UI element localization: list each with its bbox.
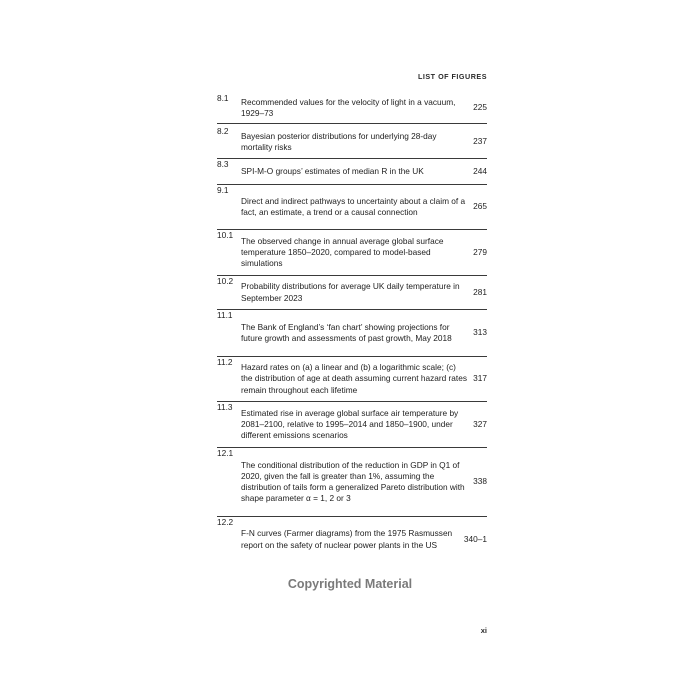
figure-entry-10-1 — [217, 230, 487, 276]
figure-number: 8.2 — [217, 126, 229, 136]
figure-page: 237 — [473, 136, 487, 147]
figure-page: 265 — [473, 201, 487, 212]
running-head: LIST OF FIGURES — [418, 72, 487, 81]
figure-title: The Bank of England’s ‘fan chart’ showing projections for future growth and assessments of past growth, May 2018 — [241, 321, 452, 343]
figure-page: 279 — [473, 246, 487, 257]
figure-title: Estimated rise in average global surface air temperature by 2081–2100, relative to 1995–2014 and 1850–1900, under different emissions scenarios — [241, 407, 459, 441]
figure-number: 10.1 — [217, 230, 234, 240]
figure-list — [217, 93, 487, 562]
figure-number: 11.2 — [217, 357, 233, 367]
figure-number: 11.3 — [217, 402, 233, 412]
figure-title: Recommended values for the velocity of light in a vacuum, 1929–73 — [241, 96, 456, 118]
figure-number: 8.3 — [217, 159, 229, 169]
figure-title: Hazard rates on (a) a linear and (b) a logarithmic scale; (c) the distribution of age at death assuming current hazard rates remain throughout each lifetime — [241, 362, 467, 395]
figure-page: 281 — [473, 286, 487, 297]
figure-title: Bayesian posterior distributions for underlying 28-day mortality risks — [241, 130, 437, 152]
figure-page: 338 — [473, 476, 487, 487]
figure-page: 244 — [473, 165, 487, 176]
figure-title: Direct and indirect pathways to uncertainty about a claim of a fact, an estimate, a trend or a causal connection — [241, 195, 466, 217]
figure-entry-11-1 — [217, 310, 487, 357]
figure-entry-10-2 — [217, 276, 487, 310]
figure-number: 8.1 — [217, 93, 229, 103]
figure-title: The conditional distribution of the reduction in GDP in Q1 of 2020, given the fall is greater than 1%, assuming the distribution of tails form a generalized Pareto distribution with shape parameter α = 1, 2 or 3 — [241, 459, 465, 504]
figure-entry-8-2 — [217, 124, 487, 159]
figure-number: 12.2 — [217, 517, 234, 527]
figure-page: 313 — [473, 327, 487, 338]
figure-entry-8-3 — [217, 159, 487, 185]
figure-entry-11-3 — [217, 402, 487, 448]
figure-page: 327 — [473, 418, 487, 429]
copyright-watermark: Copyrighted Material — [287, 577, 413, 591]
figure-entry-8-1 — [217, 93, 487, 124]
figure-number: 12.1 — [217, 448, 234, 458]
figure-entry-12-1 — [217, 448, 487, 517]
page-number: xi — [480, 626, 487, 635]
figure-title: The observed change in annual average global surface temperature 1850–2020, compared to model-based simulations — [241, 235, 444, 269]
figure-page: 225 — [473, 102, 487, 113]
figure-entry-12-2 — [217, 517, 487, 562]
figure-page: 340–1 — [463, 533, 487, 544]
figure-number: 9.1 — [217, 185, 229, 195]
figure-entry-11-2 — [217, 357, 487, 402]
figure-number: 11.1 — [217, 310, 233, 320]
figure-entry-9-1 — [217, 185, 487, 230]
figure-title: F-N curves (Farmer diagrams) from the 1975 Rasmussen report on the safety of nuclear power plants in the US — [241, 528, 453, 550]
figure-number: 10.2 — [217, 276, 234, 286]
figure-title: SPI-M-O groups’ estimates of median R in the UK — [241, 165, 424, 176]
figure-title: Probability distributions for average UK daily temperature in September 2023 — [241, 281, 460, 303]
figure-page: 317 — [473, 373, 487, 384]
